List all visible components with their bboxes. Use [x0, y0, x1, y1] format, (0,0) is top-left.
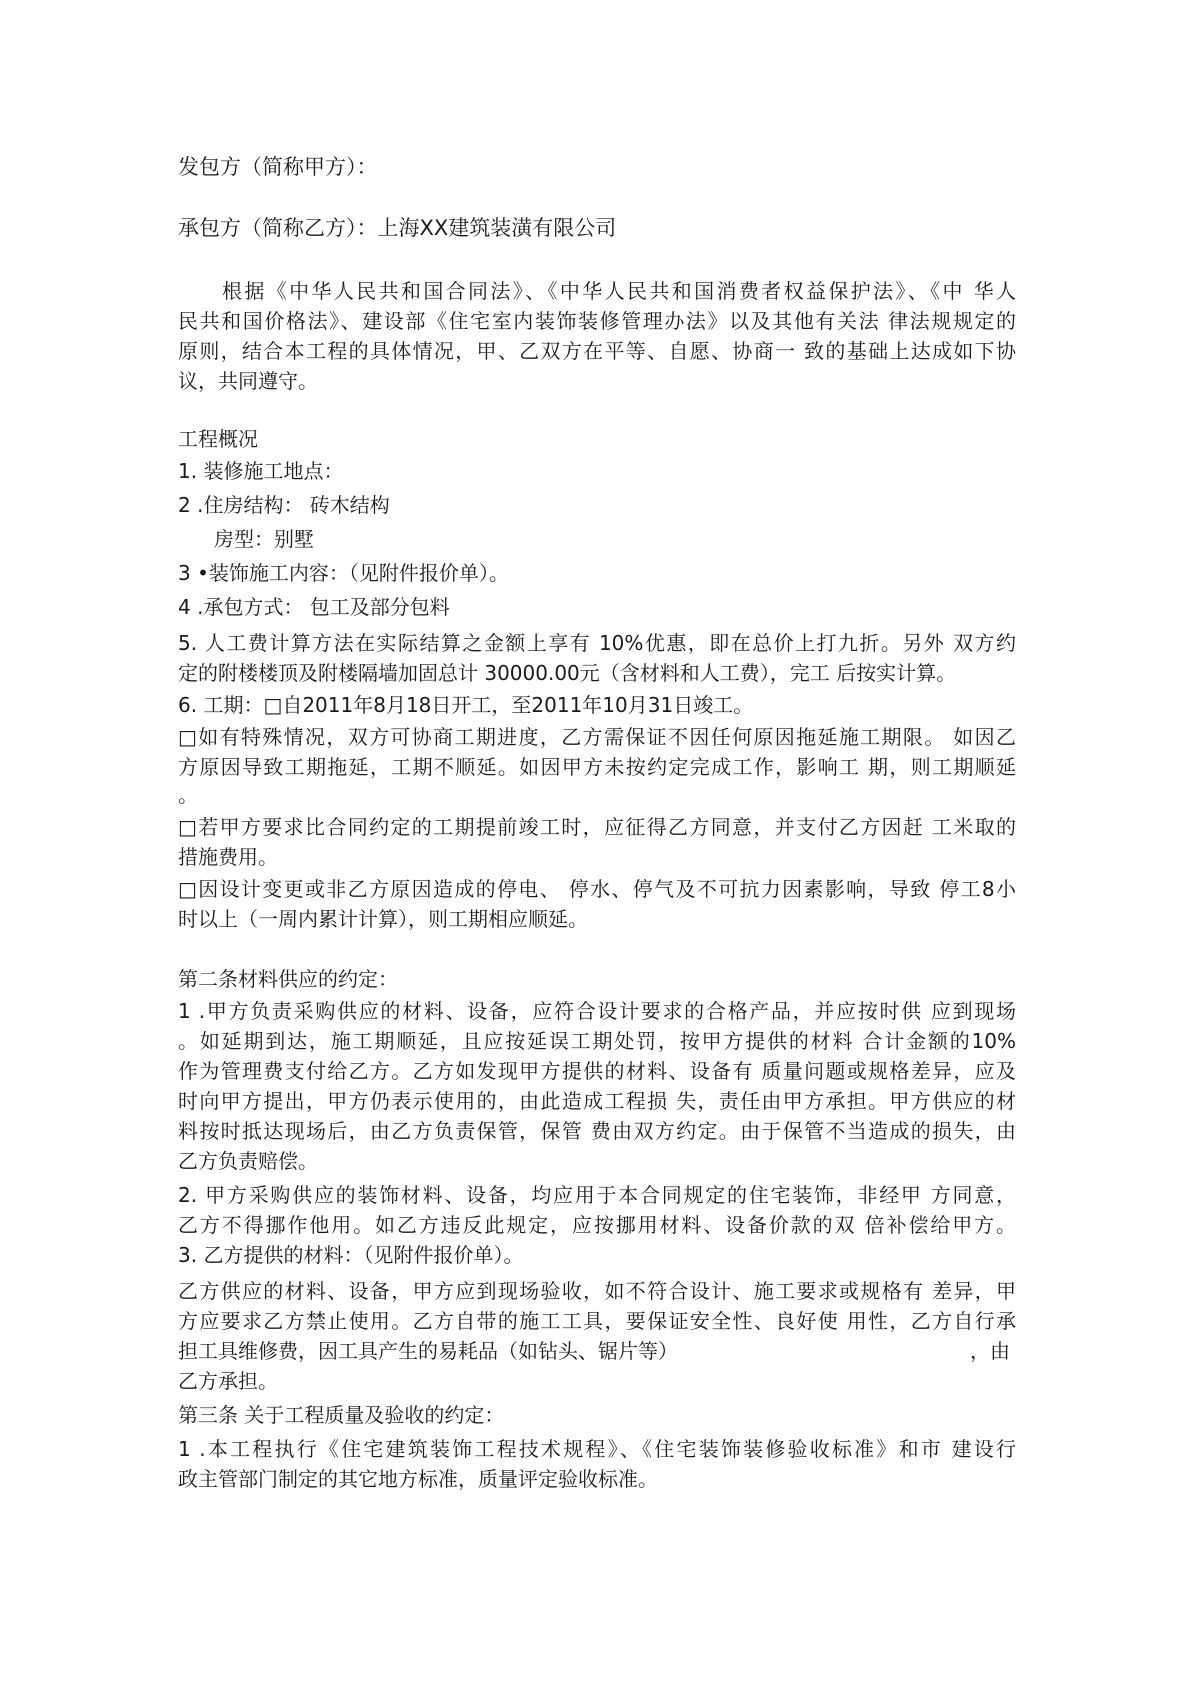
- party-b-line: 承包方（简称乙方）：上海XX建筑装潢有限公司: [178, 216, 617, 240]
- note-line: 措施费用。: [178, 845, 278, 869]
- section-title: 第二条材料供应的约定：: [178, 967, 398, 991]
- list-item: 6. 工期：□自2011年8月18日开工，至2011年10月31日竣工。: [178, 693, 754, 717]
- note-line: 方原因导致工期拖延，工期不顺延。如因甲方未按约定完成工作，影响工 期，则工期顺延: [178, 755, 1016, 779]
- list-item: 5. 人工费计算方法在实际结算之金额上享有 10%优惠，即在总价上打九折。另外 双方约: [178, 631, 1016, 655]
- note-line: 时以上（一周内累计计算），则工期相应顺延。: [178, 907, 588, 931]
- party-a-line: 发包方（简称甲方）：: [178, 155, 378, 179]
- list-item: 2 .住房结构： 砖木结构: [178, 493, 390, 517]
- list-item: 1. 装修施工地点：: [178, 459, 344, 483]
- section-title: 工程概况: [178, 427, 258, 451]
- clause-line: 2. 甲方采购供应的装饰材料、设备，均应用于本合同规定的住宅装饰，非经甲 方同意，: [178, 1183, 1016, 1207]
- clause-line: 乙方承担。: [178, 1369, 278, 1393]
- note-line: □若甲方要求比合同约定的工期提前竣工时，应征得乙方同意，并支付乙方因赶 工米取的: [178, 815, 1016, 839]
- section-title: 第三条 关于工程质量及验收的约定：: [178, 1403, 505, 1427]
- list-item: 房型：别墅: [214, 527, 314, 551]
- clause-line: 时向甲方提出，甲方仍表示使用的，由此造成工程损 失，责任由甲方承担。甲方供应的材: [178, 1089, 1016, 1113]
- clause-line: 乙方供应的材料、设备，甲方应到现场验收，如不符合设计、施工要求或规格有 差异，甲: [178, 1279, 1016, 1303]
- clause-line: 方应要求乙方禁止使用。乙方自带的施工工具，要保证安全性、良好使 用性，乙方自行承: [178, 1309, 1016, 1333]
- note-line: □如有特殊情况，双方可协商工期进度，乙方需保证不因任何原因拖延施工期限。 如因乙: [178, 725, 1016, 749]
- preamble-line: 民共和国价格法》、建设部《住宅室内装饰装修管理办法》以及其他有关法 律法规规定的: [178, 309, 1016, 333]
- clause-line-tail: ，由: [970, 1339, 1010, 1363]
- note-line: □因设计变更或非乙方原因造成的停电、 停水、停气及不可抗力因素影响，导致 停工8小: [178, 877, 1016, 901]
- clause-line: 政主管部门制定的其它地方标准，质量评定验收标准。: [178, 1467, 658, 1491]
- clause-line: 3. 乙方提供的材料：（见附件报价单）。: [178, 1243, 524, 1267]
- list-item: 定的附楼楼顶及附楼隔墙加固总计 30000.00元（含材料和人工费），完工 后按实计算。: [178, 661, 957, 685]
- clause-line: 担工具维修费，因工具产生的易耗品（如钻头、锯片等）: [178, 1339, 678, 1363]
- clause-line: 乙方不得挪作他用。如乙方违反此规定，应按挪用材料、设备价款的双 倍补偿给甲方。: [178, 1213, 1016, 1237]
- clause-line: 。如延期到达，施工期顺延，且应按延误工期处罚，按甲方提供的材料 合计金额的10%: [178, 1029, 1016, 1053]
- preamble-line: 议，共同遵守。: [178, 369, 318, 393]
- preamble-line: 原则，结合本工程的具体情况，甲、乙双方在平等、自愿、协商一 致的基础上达成如下协: [178, 339, 1016, 363]
- list-item: 4 .承包方式： 包工及部分包料: [178, 595, 450, 619]
- preamble-line: 根据《中华人民共和国合同法》、《中华人民共和国消费者权益保护法》、《中 华人: [222, 279, 1016, 303]
- list-item: 3 •装饰施工内容：（见附件报价单）。: [178, 561, 509, 585]
- note-line: 。: [178, 783, 198, 807]
- clause-line: 料按时抵达现场后，由乙方负责保管，保管 费由双方约定。由于保管不当造成的损失，由: [178, 1119, 1016, 1143]
- clause-line: 作为管理费支付给乙方。乙方如发现甲方提供的材料、设备有 质量问题或规格差异，应及: [178, 1059, 1016, 1083]
- clause-line: 乙方负责赔偿。: [178, 1149, 318, 1173]
- clause-line: 1 .本工程执行《住宅建筑装饰工程技术规程》、《住宅装饰装修验收标准》和市 建设行: [178, 1437, 1016, 1461]
- clause-line: 1 .甲方负责采购供应的材料、设备，应符合设计要求的合格产品，并应按时供 应到现场: [178, 999, 1016, 1023]
